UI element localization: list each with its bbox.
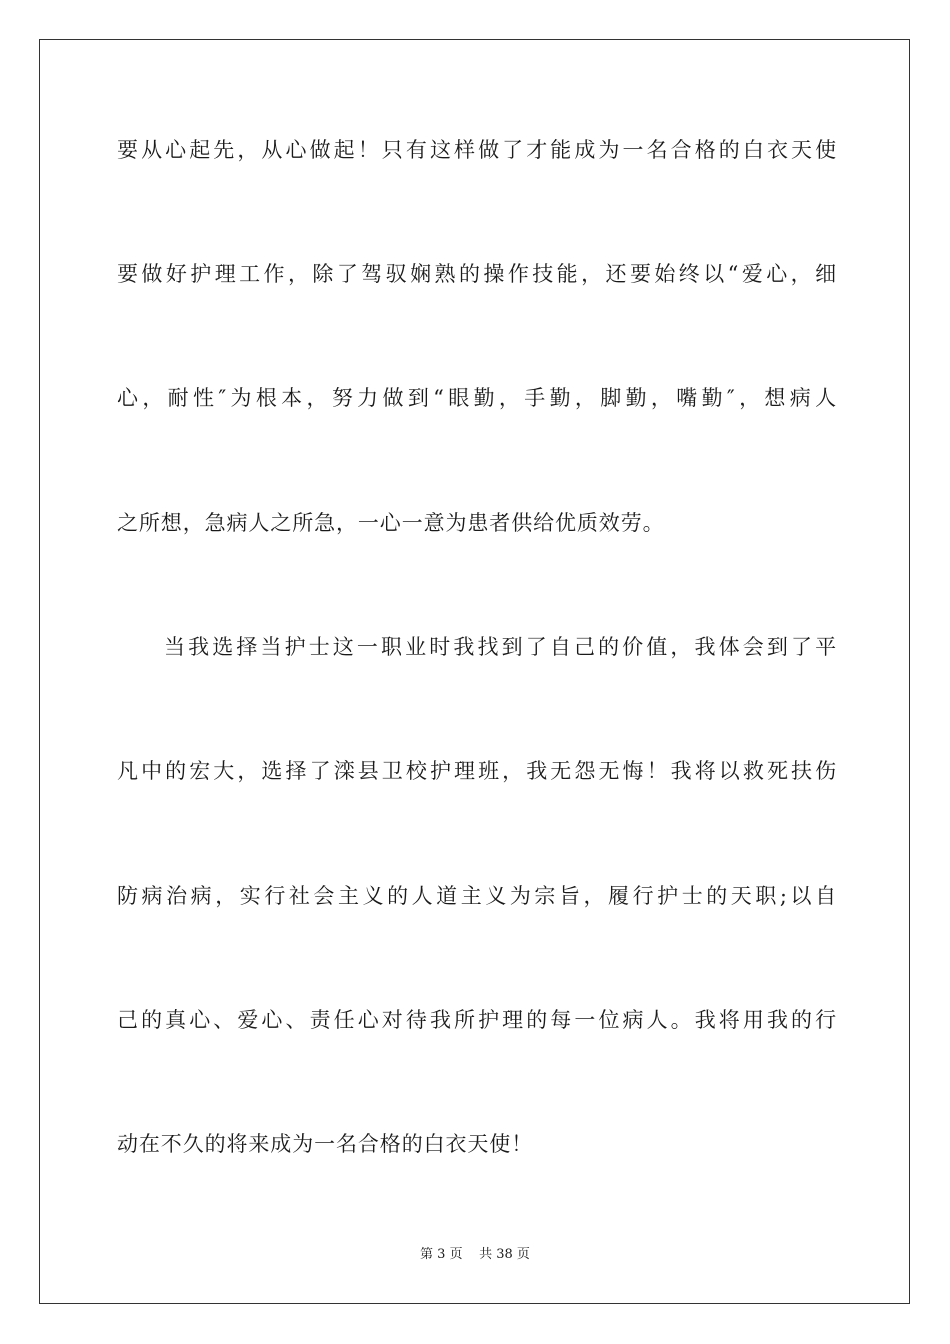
text-line-4: 之所想，急病人之所急，一心一意为患者供给优质效劳。 — [117, 511, 665, 535]
page-total: 共 38 页 — [479, 1247, 530, 1262]
page-number: 第 3 页 — [420, 1247, 463, 1262]
text-line-6: 凡中的宏大，选择了滦县卫校护理班，我无怨无悔！我将以救死扶伤 — [117, 759, 837, 783]
page-footer — [0, 1246, 950, 1264]
page-frame — [39, 39, 910, 1304]
text-line-9: 动在不久的将来成为一名合格的白衣天使！ — [117, 1132, 534, 1156]
text-line-3: 心，耐性″为根本，努力做到“眼勤，手勤，脚勤，嘴勤″，想病人 — [117, 386, 837, 410]
text-line-8: 己的真心、爱心、责任心对待我所护理的每一位病人。我将用我的行 — [117, 1008, 837, 1032]
text-line-7: 防病治病，实行社会主义的人道主义为宗旨，履行护士的天职;以自 — [117, 884, 837, 908]
text-line-5: 当我选择当护士这一职业时我找到了自己的价值，我体会到了平 — [164, 635, 837, 659]
text-line-2: 要做好护理工作，除了驾驭娴熟的操作技能，还要始终以“爱心，细 — [117, 262, 837, 286]
text-line-1: 要从心起先，从心做起！只有这样做了才能成为一名合格的白衣天使 — [117, 138, 837, 162]
